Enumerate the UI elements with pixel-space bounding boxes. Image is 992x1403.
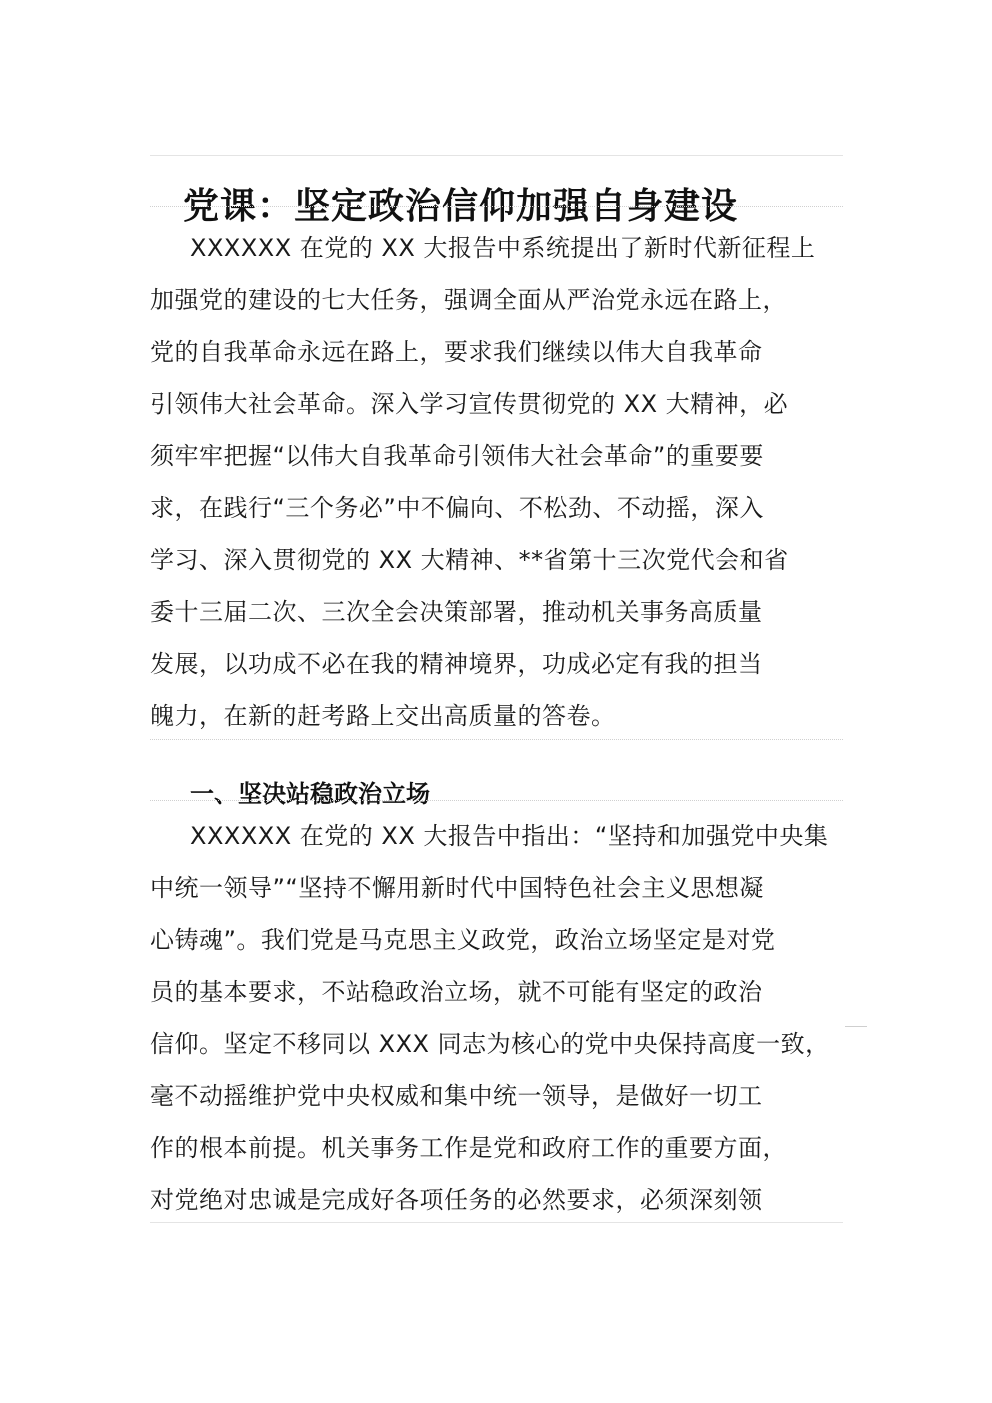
top-rule <box>150 155 843 156</box>
paragraph-line: XXXXXX 在党的 XX 大报告中指出：“坚持和加强党中央集 <box>190 822 829 850</box>
paragraph-1 <box>150 222 845 742</box>
paragraph-1-bottom-rule <box>150 739 843 740</box>
paragraph-line: 作的根本前提。机关事务工作是党和政府工作的重要方面， <box>150 1134 787 1162</box>
paragraph-line: 毫不动摇维护党中央权威和集中统一领导，是做好一切工 <box>150 1082 763 1110</box>
document-title: 党课：坚定政治信仰加强自身建设 <box>183 186 739 228</box>
paragraph-line: XXXXXX 在党的 XX 大报告中系统提出了新时代新征程上 <box>190 234 816 262</box>
paragraph-2 <box>150 810 845 1226</box>
paragraph-line: 对党绝对忠诚是完成好各项任务的必然要求，必须深刻领 <box>150 1186 763 1214</box>
margin-mark <box>845 1026 867 1027</box>
paragraph-line: 党的自我革命永远在路上，要求我们继续以伟大自我革命 <box>150 338 763 366</box>
paragraph-line: 员的基本要求，不站稳政治立场，就不可能有坚定的政治 <box>150 978 763 1006</box>
paragraph-line: 发展，以功成不必在我的精神境界，功成必定有我的担当 <box>150 650 763 678</box>
section-heading: 一、坚决站稳政治立场 <box>190 779 430 808</box>
paragraph-line: 加强党的建设的七大任务，强调全面从严治党永远在路上， <box>150 286 787 314</box>
bottom-rule <box>150 1222 843 1223</box>
paragraph-line: 求，在践行“三个务必”中不偏向、不松劲、不动摇，深入 <box>150 494 764 522</box>
paragraph-line: 中统一领导”“坚持不懈用新时代中国特色社会主义思想凝 <box>150 874 764 902</box>
paragraph-line: 信仰。坚定不移同以 XXX 同志为核心的党中央保持高度一致， <box>150 1030 830 1058</box>
paragraph-line: 魄力，在新的赶考路上交出高质量的答卷。 <box>150 702 616 730</box>
paragraph-line: 引领伟大社会革命。深入学习宣传贯彻党的 XX 大精神，必 <box>150 390 789 418</box>
paragraph-line: 须牢牢把握“以伟大自我革命引领伟大社会革命”的重要要 <box>150 442 764 470</box>
paragraph-line: 委十三届二次、三次全会决策部署，推动机关事务高质量 <box>150 598 763 626</box>
paragraph-line: 心铸魂”。我们党是马克思主义政党，政治立场坚定是对党 <box>150 926 776 954</box>
title-bottom-rule <box>150 206 843 207</box>
paragraph-line: 学习、深入贯彻党的 XX 大精神、**省第十三次党代会和省 <box>150 546 789 574</box>
heading-bottom-rule <box>150 800 843 801</box>
